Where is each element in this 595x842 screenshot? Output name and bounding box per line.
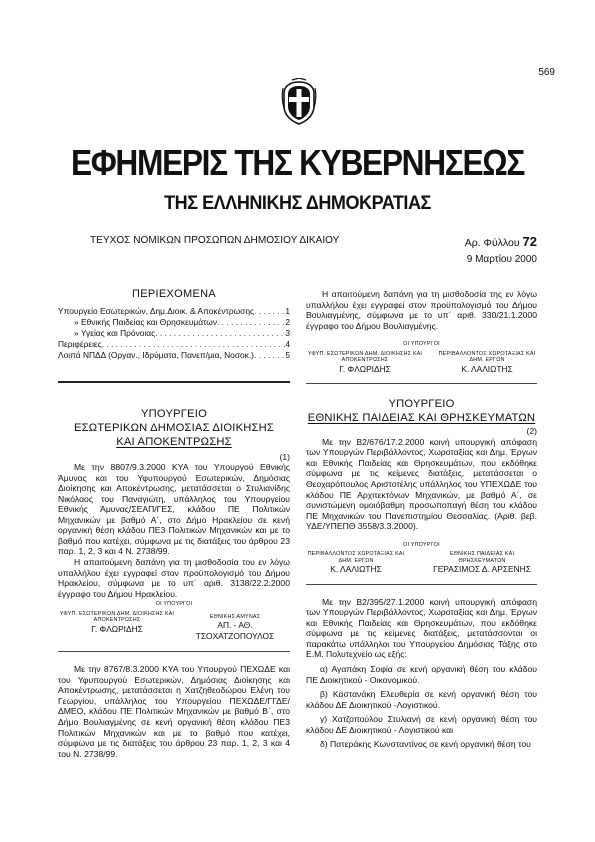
ministry-line: ΥΠΟΥΡΓΕΙΟ xyxy=(388,398,455,411)
signature-name: Κ. ΛΑΛΙΩΤΗΣ xyxy=(330,564,382,575)
signature-name: Γ. ΦΛΩΡΙΔΗΣ xyxy=(339,363,391,374)
ministry-line: ΕΣΩΤΕΡΙΚΩΝ ΔΗΜΟΣΙΑΣ ΔΙΟΙΚΗΣΗΣ xyxy=(73,421,275,434)
list-item: β) Καστανάκη Ελευθερία σε κενή οργανική θέση του κλάδου ΔΕ Διοικητικού -Λογιστικού. xyxy=(306,689,537,710)
signature xyxy=(427,551,537,575)
coat-of-arms-icon xyxy=(280,78,318,126)
toc-label: Λοιπά ΝΠΔΔ (Οργαν., Ιδρύματα, Πανεπ/μια, Νοσοκ.) xyxy=(58,349,254,360)
toc-dots xyxy=(155,328,285,339)
budget-text: Η απαιτούμενη δαπάνη για τη μισθοδοσία του εν λόγω υπαλλήλου έχει εγγραφεί στον προϋπολογισμό του Δήμου Ηρακλείου, σύμφωνα με το υπ΄ αριθ. 3138/22.2.2000 έγγραφο του Δήμου Ηρακλείου. xyxy=(58,556,290,599)
page-number: 569 xyxy=(538,67,555,78)
toc-label: » Υγείας και Πρόνοιας xyxy=(74,327,156,338)
toc-page: 4 xyxy=(285,338,290,349)
sheet-number-value: 72 xyxy=(522,234,537,249)
toc-page: 3 xyxy=(285,327,290,338)
signature-name: ΑΠ. - ΑΘ. ΤΣΟΧΑΤΖΟΠΟΥΛΟΣ xyxy=(195,620,275,641)
signature xyxy=(58,611,176,642)
toc-dots xyxy=(217,317,285,328)
toc-page: 5 xyxy=(285,349,290,360)
signatures xyxy=(306,351,537,375)
ministry-heading xyxy=(58,407,290,449)
issue-date: 9 Μαρτίου 2000 xyxy=(466,254,537,265)
signatories-title: ΟΙ ΥΠΟΥΡΓΟΙ xyxy=(403,341,440,348)
signatures xyxy=(58,611,290,642)
signature-role: ΠΕΡΙΒΑΛΛΟΝΤΟΣ ΧΩΡΟΤΑΞΙΑΣ ΚΑΙ ΔΗΜ. ΕΡΓΩΝ xyxy=(307,551,405,564)
signatories-title: ΟΙ ΥΠΟΥΡΓΟΙ xyxy=(155,601,193,608)
toc-page: 2 xyxy=(285,316,290,327)
decision-text: Με την Β2/676/17.2.2000 κοινή υπουργική απόφαση των Υπουργών Περιβάλλοντος, Χωροταξίας και Δημ. Έργων και Εθνικής Παιδείας και Θρησκευμάτων, που εκδόθηκε σύμφωνα με τις κείμενες διατάξεις, μετατάσσεται ο Θεοχαρόπουλος Αριστοτέλης υπάλληλος του ΥΠΕΧΩΔΕ του κλάδου ΠΕ Αρχιτεκτόνων Μηχανικών, με βαθμό Α΄, σε συνιστώμενη ομοιόβαθμη προσωποπαγή θέση του κλάδου ΠΕ Μηχανικών του Πανεπιστημίου Θεσσαλίας. (Αριθ. βεβ. ΥΔΕ/ΥΠΕΠΘ 3558/3.3.2000). xyxy=(306,436,537,532)
ministry-heading xyxy=(306,397,537,425)
ministry-line: ΕΘΝΙΚΗΣ ΠΑΙΔΕΙΑΣ ΚΑΙ ΘΡΗΣΚΕΥΜΑΤΩΝ xyxy=(307,412,536,425)
divider xyxy=(306,584,537,585)
divider xyxy=(58,651,290,652)
toc-row[interactable] xyxy=(58,306,290,317)
signature-role: ΕΘΝΙΚΗΣ ΑΜΥΝΑΣ xyxy=(209,613,261,620)
list-item: γ) Χατζοπούλου Στυλιανή σε κενή οργανική θέση του κλάδου ΔΕ Διοικητικού - Λογιστικού και xyxy=(306,714,537,735)
signature-role: ΥΦΥΠ. ΕΣΩΤΕΡΙΚΩΝ ΔΗΜ. ΔΙΟΙΚΗΣΗΣ ΚΑΙ ΑΠΟΚΕΝΤΡΩΣΗΣ xyxy=(307,350,423,364)
decision-number: (1) xyxy=(279,451,290,462)
right-column xyxy=(306,289,537,750)
list-item: δ) Πατεράκης Κωνσταντίνος σε κενή οργανική θέση του xyxy=(320,739,531,750)
divider xyxy=(306,383,537,384)
decision-number: (2) xyxy=(526,426,537,437)
signature xyxy=(180,611,290,642)
toc-label: Υπουργείο Εσωτερικών, Δημ.Διοικ. & Αποκέντρωσης xyxy=(58,305,255,316)
signature xyxy=(306,551,406,575)
toc-dots xyxy=(102,339,286,350)
signature xyxy=(306,351,424,375)
signature-role: ΠΕΡΙΒΑΛΛΟΝΤΟΣ ΧΩΡΟΤΑΞΙΑΣ ΚΑΙ ΔΗΜ. ΕΡΓΩΝ xyxy=(438,350,536,364)
signature-role: ΥΦΥΠ. ΕΣΩΤΕΡΙΚΩΝ ΔΗΜ. ΔΙΟΙΚΗΣΗΣ ΚΑΙ ΑΠΟΚΕΝΤΡΩΣΗΣ xyxy=(59,610,175,624)
signature-name: ΓΕΡΑΣΙΜΟΣ Δ. ΑΡΣΕΝΗΣ xyxy=(433,564,531,575)
toc-dots xyxy=(254,306,285,317)
ministry-line: ΚΑΙ ΑΠΟΚΕΝΤΡΩΣΗΣ xyxy=(116,435,232,448)
toc-row[interactable] xyxy=(58,317,290,328)
toc-title: ΠΕΡΙΕΧΟΜΕΝΑ xyxy=(132,288,216,300)
ministry-line: ΥΠΟΥΡΓΕΙΟ xyxy=(140,407,208,420)
signature-name: Γ. ΦΛΩΡΙΔΗΣ xyxy=(91,623,143,634)
gazette-title: ΕΦΗΜΕΡΙΣ ΤΗΣ ΚΥΒΕΡΝΗΣΕΩΣ xyxy=(70,142,525,183)
sheet-number xyxy=(465,234,537,249)
signatories-title: ΟΙ ΥΠΟΥΡΓΟΙ xyxy=(403,541,440,548)
sheet-label: Αρ. Φύλλου xyxy=(464,237,520,249)
signature-name: Κ. ΛΑΛΙΩΤΗΣ xyxy=(461,363,513,374)
divider xyxy=(58,381,290,383)
decision-text: Με την 8807/9.3.2000 ΚΥΑ του Υπουργού Εθνικής Άμυνας και του Υφυπουργού Εσωτερικών, Δημόσιας Διοίκησης και Αποκέντρωσης, μετατάσσεται ο Στυλιανίδης Νικόλαος του Παναγιώτη, υπάλληλος του Υπουργείου Εθνικής Άμυνας/ΣΕΑΠ/ΓΕΣ, κλάδου ΠΕ Πολιτικών Μηχανικών με βαθμό Α΄, στο Δήμο Ηρακλείου σε κενή οργανική θέση κλάδου ΠΕ3 Πολιτικών Μηχανικών και με το βαθμό που κατέχει, σύμφωνα με τις διατάξεις του άρθρου 23 παρ. 1, 2, 3 και 4 Ν. 2738/99. xyxy=(58,462,290,557)
toc-dots xyxy=(254,350,285,361)
toc-row[interactable] xyxy=(58,328,290,339)
left-column xyxy=(58,289,290,759)
decision-text: Με την Β2/395/27.1.2000 κοινή υπουργική απόφαση των Υπουργών Περιβάλλοντος, Χωροταξίας και Δημ. Έργων και Εθνικής Παιδείας και Θρησκευμάτων, που εκδόθηκε σύμφωνα με τις κείμενες διατάξεις, μετατάσσονται οι παρακάτω υπάλληλοι του Υπουργείου Δημόσιας Τάξης στο Ε.Μ. Πολυτεχνείο ως εξής: xyxy=(306,596,537,660)
signature-role: ΕΘΝΙΚΗΣ ΠΑΙΔΕΙΑΣ ΚΑΙ ΘΡΗΣΚΕΥΜΑΤΩΝ xyxy=(449,551,515,564)
toc-label: » Εθνικής Παιδείας και Θρησκευμάτων xyxy=(74,316,218,327)
toc-row[interactable] xyxy=(58,350,290,361)
toc-row[interactable] xyxy=(58,339,290,350)
budget-text: Η απαιτούμενη δαπάνη για τη μισθοδοσία της εν λόγω υπαλλήλου έχει εγγραφεί στον προϋπολογισμό του Δήμου Βουλιαγμένης, σύμφωνα με το υπ΄ αριθ. 330/21.1.2000 έγγραφο του Δήμου Βουλιαγμένης. xyxy=(306,289,537,331)
issue-type: ΤΕΥΧΟΣ ΝΟΜΙΚΩΝ ΠΡΟΣΩΠΩΝ ΔΗΜΟΣΙΟΥ ΔΙΚΑΙΟΥ xyxy=(90,234,340,246)
toc-label: Περιφέρειες xyxy=(58,338,102,349)
gazette-subtitle: ΤΗΣ ΕΛΛΗΝΙΚΗΣ ΔΗΜΟΚΡΑΤΙΑΣ xyxy=(164,193,431,214)
list-item: α) Αγαπάκη Σοφία σε κενή οργανική θέση του κλάδου ΠΕ Διοικητικού - Οικονομικού. xyxy=(306,664,537,685)
signatures xyxy=(306,551,537,575)
toc-page: 1 xyxy=(285,305,290,316)
signature xyxy=(437,351,537,375)
decision-text: Με την 8767/8.3.2000 ΚΥΑ του Υπουργού ΠΕΧΩΔΕ και του Υφυπουργού Εσωτερικών, Δημόσιας Διοίκησης και Αποκέντρωσης, μετατάσσεται η Χατζηθεοδώρου Ελένη του Γεωργίου, υπάλληλος του Υπουργείου ΠΕΧΩΔΕ/ΓΓΔΕ/ΔΜΕΟ, κλάδου ΠΕ Πολιτικών Μηχανικών με βαθμό Β΄, στο Δήμο Βουλιαγμένης σε κενή οργανική θέση κλάδου ΠΕ3 Πολιτικών Μηχανικών και με το βαθμό που κατέχει, σύμφωνα με τις διατάξεις του άρθρου 23 παρ. 1, 2, 3 και 4 του Ν. 2738/99. xyxy=(58,664,290,759)
